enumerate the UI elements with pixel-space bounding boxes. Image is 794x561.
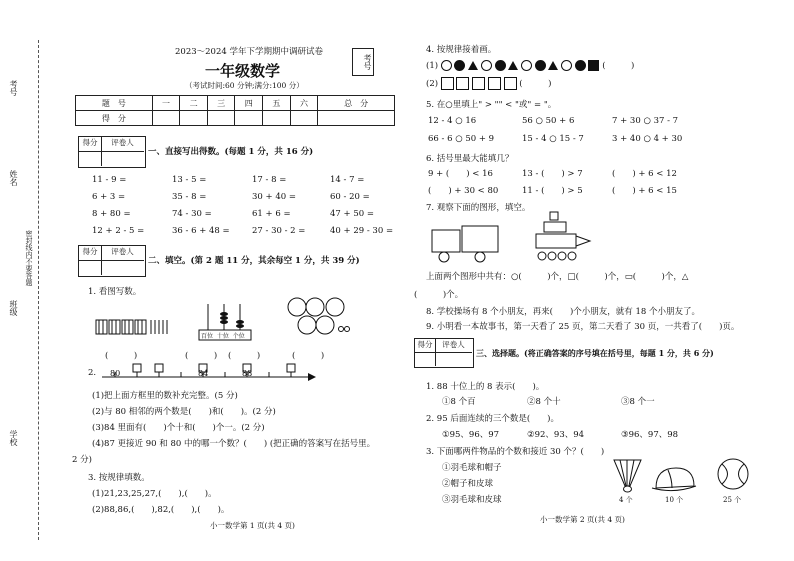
score-cell[interactable] [152,111,180,126]
q2-item-1: (1)把上面方框里的数补充完整。(5 分) [92,391,238,401]
grader-box-1 [78,136,146,168]
circle-icon [481,60,492,71]
shuttlecock-count: 4 个 [619,496,633,504]
calc-item: 35 - 8 = [172,192,207,202]
calc-item: 74 - 30 = [172,209,212,219]
q2-item-3: (3)84 里面有( )个十和( )个一。(2 分) [92,423,265,433]
compare-item: 7 + 30 ○ 37 - 7 [612,116,679,126]
calc-item: 17 - 8 = [252,175,287,185]
q4-row-1 [426,59,634,71]
q6-prompt: 6. 括号里最大能填几？ [426,154,514,164]
ball-count: 25 个 [723,496,742,504]
q3-item-1: (1)21,23,25,27,( ),( )。 [92,489,217,499]
abacus-label-tens: 十位 [216,333,229,340]
filled-circle-icon [454,60,465,71]
q9-prompt: 9. 小明看一本故事书，第一天看了 25 页，第二天看了 30 页，一共看了( )页。 [426,322,740,332]
compare-item: 66 - 6 ○ 50 + 9 [428,134,495,144]
grader-score-cell[interactable] [79,152,102,166]
score-header-cell: 题 号 [76,96,153,111]
score-cell[interactable] [290,111,318,126]
calc-item: 27 - 30 - 2 = [252,226,306,236]
footer-left: 小一数学第 1 页(共 4 页) [210,521,295,530]
exam-subtitle: 2023～2024 学年下学期期中调研试卷 [175,47,323,57]
number-line [100,362,320,392]
score-table [75,95,395,126]
stamp-box: 考号 [352,48,374,76]
score-row-label: 得 分 [76,111,153,126]
seal-note: 密封线内不要答题 [25,230,33,286]
s3-q1-opt-2[interactable]: ②8 个十 [527,397,561,407]
compare-item: 56 ○ 50 + 6 [522,116,575,126]
score-cell[interactable] [318,111,395,126]
fill-item: ( ) + 30 < 80 [428,186,499,196]
calc-item: 6 + 3 = [92,192,126,202]
q8-prompt: 8. 学校操场有 8 个小朋友，再来( )个小朋友，就有 18 个小朋友了。 [426,307,700,317]
q3-item-2: (2)88,86,( ),82,( ),( )。 [92,505,230,515]
diagonal-square-icon [441,77,454,90]
calc-item: 30 + 40 = [252,192,296,202]
calc-item: 14 - 7 = [330,175,365,185]
numberline-80: 80 [110,369,121,378]
q1-blank-1[interactable]: ( ) [105,351,138,361]
fill-item: 9 + ( ) < 16 [428,169,493,179]
grader-score-label: 得分 [79,137,102,152]
grader-reviewer-label: 评卷人 [435,339,472,353]
section3-title: 三、选择题。(将正确答案的序号填在括号里，每题 1 分，共 6 分) [476,348,714,358]
q7-answer-cont: ( )个。 [414,290,464,300]
compare-item: 15 - 4 ○ 15 - 7 [522,134,584,144]
grader-score-label: 得分 [79,246,102,261]
triangle-icon [468,61,478,70]
grader-score-cell[interactable] [79,261,102,275]
score-header-cell: 四 [235,96,263,111]
triangle-icon [508,61,518,70]
q2-label: 2. [88,368,97,378]
circle-icon [521,60,532,71]
diagonal-square-icon [504,77,517,90]
compare-item: 12 - 4 ○ 16 [428,116,477,126]
score-header-cell: 六 [290,96,318,111]
calc-item: 61 + 6 = [252,209,291,219]
bead-rings-image [283,295,353,340]
score-cell[interactable] [207,111,235,126]
s3-q1-opt-3[interactable]: ③8 个一 [621,397,655,407]
score-cell[interactable] [180,111,208,126]
q4-prompt: 4. 按规律接着画。 [426,45,497,55]
seal-line [38,40,39,540]
calc-item: 12 + 2 - 5 = [92,226,145,236]
diagonal-square-icon [456,77,469,90]
calc-item: 40 + 29 - 30 = [330,226,394,236]
label-number: 考号 [9,80,18,96]
abacus-label-hundreds: 百位 [201,333,214,340]
score-header-cell: 二 [180,96,208,111]
q7-prompt: 7. 观察下面的图形，填空。 [426,203,531,213]
calc-item: 13 - 5 = [172,175,207,185]
label-name: 姓名 [9,170,18,186]
filled-circle-icon [495,60,506,71]
q2-item-2: (2)与 80 相邻的两个数是( )和( )。(2 分) [92,407,276,417]
q1-blank-3[interactable]: ( ) [228,351,261,361]
stick-bundles-image [95,318,175,336]
cap-image [650,464,698,494]
q3-prompt: 3. 按规律填数。 [88,473,150,483]
footer-right: 小一数学第 2 页(共 4 页) [540,515,625,524]
s3-q2-opt-1[interactable]: ①95、96、97 [442,430,500,440]
q1-blank-2[interactable]: ( ) [185,351,218,361]
calc-item: 60 - 20 = [330,192,370,202]
score-header-cell: 五 [263,96,291,111]
s3-q2-opt-3[interactable]: ③96、97、98 [621,430,679,440]
grader-box-3 [414,338,474,368]
exam-title: 一年级数学 [205,62,281,80]
filled-square-icon [588,60,599,71]
filled-circle-icon [575,60,586,71]
q7-shapes-image [430,210,610,265]
section2-title: 二、填空。(第 2 题 11 分，其余每空 1 分，共 39 分) [148,256,360,266]
abacus-label-ones: 个位 [232,333,245,340]
section1-title: 一、直接写出得数。(每题 1 分，共 16 分) [148,147,314,157]
circle-icon [561,60,572,71]
fill-item: ( ) + 6 < 15 [612,186,677,196]
grader-score-label: 得分 [415,339,436,353]
diagonal-square-icon [488,77,501,90]
q1-prompt: 1. 看图写数。 [88,287,142,297]
triangle-icon [548,61,558,70]
score-cell[interactable] [263,111,291,126]
numberline-84: 84 [198,369,209,378]
s3-q3: 3. 下面哪两件物品的个数和接近 30 个？( ) [426,447,605,457]
q4-1-blank[interactable]: ( ) [602,61,635,71]
calc-item: 36 - 6 + 48 = [172,226,230,236]
calc-item: 47 + 50 = [330,209,374,219]
q4-row-2 [426,77,551,90]
grader-score-cell[interactable] [415,353,436,366]
q7-answer: 上面两个图形中共有：○( )个，□( )个，▭( )个，△ [426,272,689,282]
shuttlecock-image [610,458,645,494]
calc-item: 11 - 9 = [92,175,127,185]
q5-prompt: 5. 在○里填上" > "" < "或" = "。 [426,100,557,110]
calc-item: 8 + 80 = [92,209,131,219]
score-cell[interactable] [235,111,263,126]
filled-circle-icon [535,60,546,71]
s3-q3-opt-1[interactable]: ①羽毛球和帽子 [442,463,502,473]
diagonal-square-icon [472,77,485,90]
grader-reviewer-label: 评卷人 [101,137,144,152]
abacus-labels [201,331,245,340]
s3-q2-opt-2[interactable]: ②92、93、94 [527,430,585,440]
fill-item: 13 - ( ) > 7 [522,169,583,179]
q2-item-4-cont: 2 分) [72,455,92,465]
s3-q2: 2. 95 后面连续的三个数是( )。 [426,414,559,424]
label-school: 学校 [9,430,18,446]
score-header-cell: 三 [207,96,235,111]
binding-strip [0,0,56,561]
fill-item: 11 - ( ) > 5 [522,186,583,196]
grader-box-2 [78,245,146,277]
ball-image [716,456,750,492]
s3-q1: 1. 88 十位上的 8 表示( )。 [426,382,545,392]
s3-q1-opt-1[interactable]: ①8 个百 [442,397,476,407]
score-header-cell: 一 [152,96,180,111]
q2-item-4: (4)87 更接近 90 和 80 中的哪一个数？( ) (把正确的答案写在括号里。 [92,439,376,449]
s3-q3-opt-3[interactable]: ③羽毛球和皮球 [442,495,502,505]
q1-blank-4[interactable]: ( ) [292,351,325,361]
exam-meta: （考试时间:60 分钟;满分:100 分） [185,81,304,90]
q4-2-label: (2) [426,79,439,89]
circle-icon [441,60,452,71]
label-class: 班级 [9,300,18,316]
fill-item: ( ) + 6 < 12 [612,169,677,179]
compare-item: 3 + 40 ○ 4 + 30 [612,134,683,144]
score-header-cell: 总 分 [318,96,395,111]
q4-2-blank[interactable]: ( ) [519,79,552,89]
q4-1-label: (1) [426,61,439,71]
s3-q3-opt-2[interactable]: ②帽子和皮球 [442,479,494,489]
cap-count: 10 个 [665,496,684,504]
grader-reviewer-label: 评卷人 [101,246,144,261]
numberline-88: 88 [242,369,253,378]
